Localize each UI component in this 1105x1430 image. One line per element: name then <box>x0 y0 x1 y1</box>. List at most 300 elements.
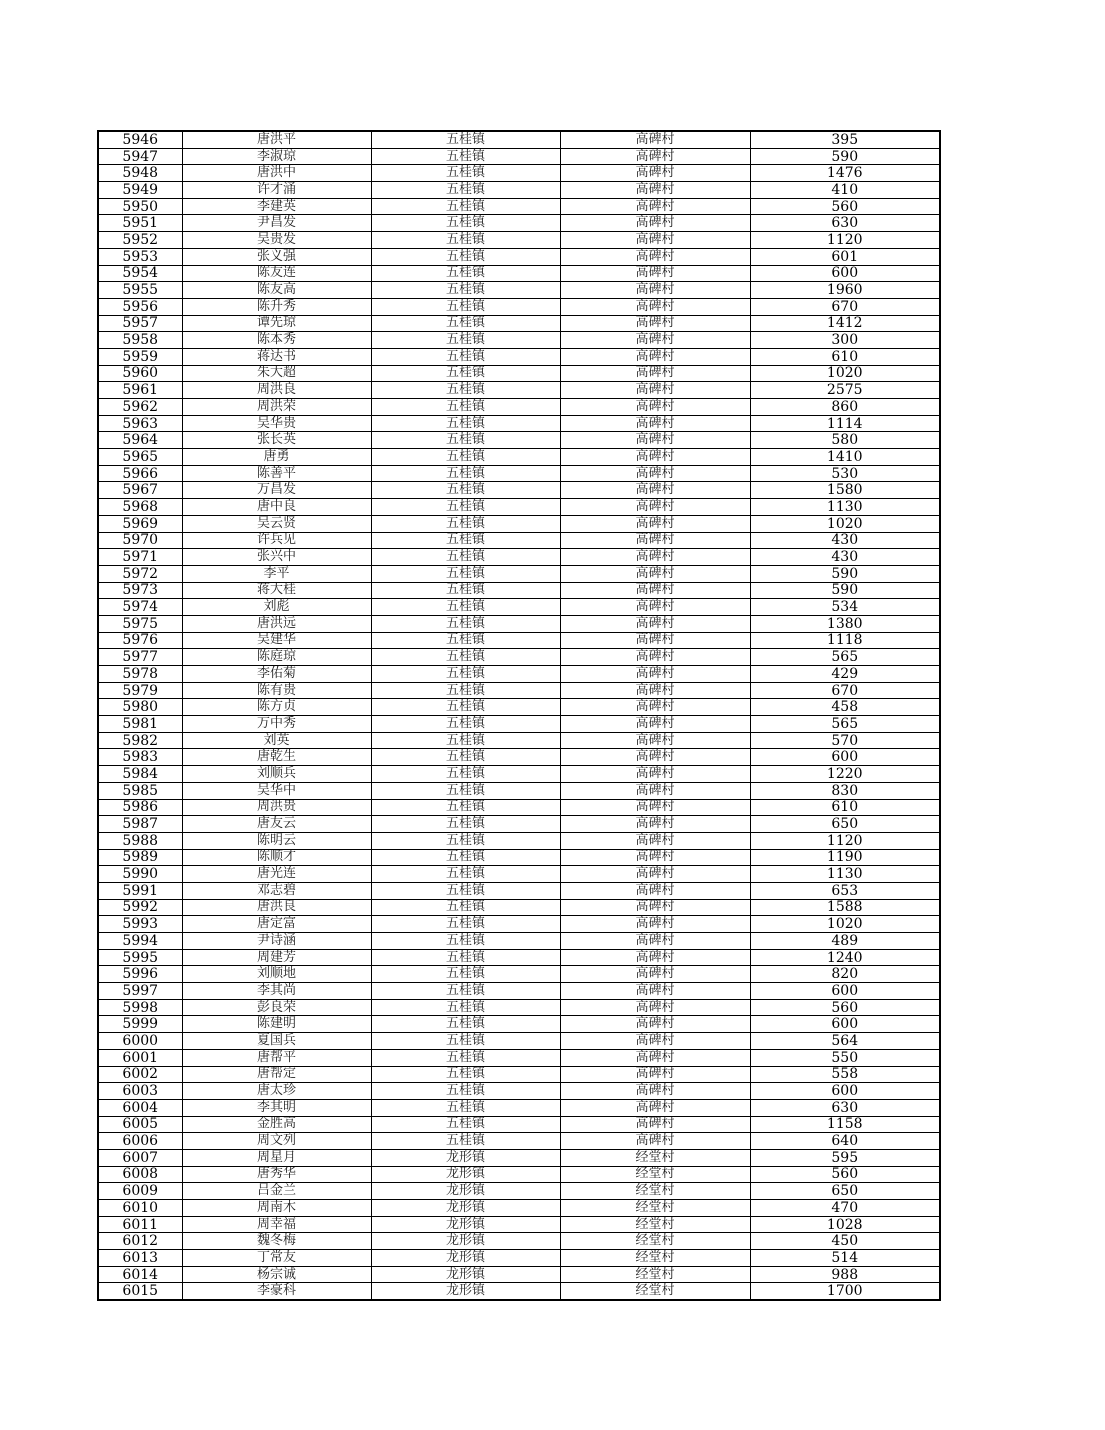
cell-town: 五桂镇 <box>371 849 560 866</box>
cell-name: 陈明云 <box>182 832 371 849</box>
cell-town: 五桂镇 <box>371 999 560 1016</box>
table-row <box>98 1133 940 1150</box>
cell-village: 高碑村 <box>560 198 750 215</box>
cell-name: 许兵见 <box>182 532 371 549</box>
cell-village: 高碑村 <box>560 565 750 582</box>
cell-town: 五桂镇 <box>371 933 560 950</box>
cell-serial-number: 5988 <box>98 832 182 849</box>
cell-town: 五桂镇 <box>371 215 560 232</box>
cell-village: 经堂村 <box>560 1183 750 1200</box>
table-row <box>98 649 940 666</box>
table-row <box>98 198 940 215</box>
cell-village: 经堂村 <box>560 1233 750 1250</box>
cell-name: 金胜高 <box>182 1116 371 1133</box>
cell-village: 高碑村 <box>560 615 750 632</box>
cell-amount: 860 <box>750 399 940 416</box>
cell-village: 高碑村 <box>560 882 750 899</box>
cell-village: 高碑村 <box>560 315 750 332</box>
cell-amount: 429 <box>750 666 940 683</box>
cell-name: 陈友高 <box>182 282 371 299</box>
cell-name: 唐洪平 <box>182 131 371 148</box>
cell-name: 刘英 <box>182 732 371 749</box>
cell-name: 吴贵发 <box>182 232 371 249</box>
table-row <box>98 582 940 599</box>
cell-amount: 1114 <box>750 415 940 432</box>
cell-amount: 1190 <box>750 849 940 866</box>
cell-amount: 550 <box>750 1049 940 1066</box>
cell-town: 五桂镇 <box>371 332 560 349</box>
cell-amount: 570 <box>750 732 940 749</box>
cell-serial-number: 5983 <box>98 749 182 766</box>
cell-village: 高碑村 <box>560 399 750 416</box>
cell-amount: 830 <box>750 782 940 799</box>
cell-village: 高碑村 <box>560 1133 750 1150</box>
cell-serial-number: 5973 <box>98 582 182 599</box>
cell-name: 陈本秀 <box>182 332 371 349</box>
cell-village: 高碑村 <box>560 999 750 1016</box>
cell-serial-number: 5997 <box>98 983 182 1000</box>
cell-village: 高碑村 <box>560 949 750 966</box>
cell-town: 五桂镇 <box>371 348 560 365</box>
cell-serial-number: 5976 <box>98 632 182 649</box>
data-table <box>97 130 941 1301</box>
cell-village: 高碑村 <box>560 866 750 883</box>
cell-serial-number: 6000 <box>98 1033 182 1050</box>
cell-town: 龙形镇 <box>371 1283 560 1300</box>
cell-name: 刘顺兵 <box>182 766 371 783</box>
cell-village: 高碑村 <box>560 298 750 315</box>
cell-name: 李平 <box>182 565 371 582</box>
cell-village: 高碑村 <box>560 666 750 683</box>
cell-village: 高碑村 <box>560 549 750 566</box>
cell-amount: 590 <box>750 582 940 599</box>
cell-amount: 670 <box>750 298 940 315</box>
cell-serial-number: 5982 <box>98 732 182 749</box>
table-row <box>98 1049 940 1066</box>
table-row <box>98 1099 940 1116</box>
cell-village: 高碑村 <box>560 582 750 599</box>
cell-amount: 1158 <box>750 1116 940 1133</box>
cell-town: 五桂镇 <box>371 365 560 382</box>
cell-town: 五桂镇 <box>371 732 560 749</box>
cell-amount: 600 <box>750 265 940 282</box>
cell-town: 龙形镇 <box>371 1250 560 1267</box>
cell-town: 五桂镇 <box>371 1033 560 1050</box>
cell-town: 五桂镇 <box>371 449 560 466</box>
cell-village: 高碑村 <box>560 599 750 616</box>
cell-serial-number: 5986 <box>98 799 182 816</box>
cell-serial-number: 5949 <box>98 182 182 199</box>
cell-village: 高碑村 <box>560 165 750 182</box>
cell-village: 高碑村 <box>560 899 750 916</box>
cell-town: 五桂镇 <box>371 682 560 699</box>
cell-serial-number: 5962 <box>98 399 182 416</box>
cell-name: 陈有贵 <box>182 682 371 699</box>
table-row <box>98 515 940 532</box>
cell-amount: 1020 <box>750 515 940 532</box>
cell-name: 周洪荣 <box>182 399 371 416</box>
cell-name: 周洪贵 <box>182 799 371 816</box>
table-row <box>98 248 940 265</box>
cell-town: 五桂镇 <box>371 782 560 799</box>
table-row <box>98 666 940 683</box>
cell-name: 唐洪良 <box>182 899 371 916</box>
cell-town: 五桂镇 <box>371 532 560 549</box>
table-row <box>98 1233 940 1250</box>
table-row <box>98 549 940 566</box>
cell-name: 许才涌 <box>182 182 371 199</box>
cell-serial-number: 6005 <box>98 1116 182 1133</box>
cell-serial-number: 5992 <box>98 899 182 916</box>
cell-serial-number: 5996 <box>98 966 182 983</box>
cell-town: 龙形镇 <box>371 1183 560 1200</box>
table-row <box>98 415 940 432</box>
cell-village: 经堂村 <box>560 1250 750 1267</box>
table-row <box>98 916 940 933</box>
cell-village: 经堂村 <box>560 1266 750 1283</box>
table-row <box>98 232 940 249</box>
cell-town: 五桂镇 <box>371 415 560 432</box>
cell-amount: 560 <box>750 1166 940 1183</box>
cell-village: 高碑村 <box>560 465 750 482</box>
table-row <box>98 1116 940 1133</box>
cell-serial-number: 6002 <box>98 1066 182 1083</box>
cell-name: 夏国兵 <box>182 1033 371 1050</box>
cell-village: 高碑村 <box>560 182 750 199</box>
table-row <box>98 131 940 148</box>
cell-town: 五桂镇 <box>371 165 560 182</box>
cell-town: 五桂镇 <box>371 1016 560 1033</box>
cell-village: 高碑村 <box>560 365 750 382</box>
cell-town: 五桂镇 <box>371 599 560 616</box>
cell-amount: 650 <box>750 1183 940 1200</box>
table-row <box>98 749 940 766</box>
cell-town: 龙形镇 <box>371 1266 560 1283</box>
table-row <box>98 1033 940 1050</box>
cell-name: 蒋达书 <box>182 348 371 365</box>
cell-amount: 1120 <box>750 232 940 249</box>
cell-serial-number: 5959 <box>98 348 182 365</box>
cell-amount: 988 <box>750 1266 940 1283</box>
cell-amount: 1476 <box>750 165 940 182</box>
cell-amount: 489 <box>750 933 940 950</box>
cell-name: 唐秀华 <box>182 1166 371 1183</box>
cell-amount: 410 <box>750 182 940 199</box>
cell-town: 五桂镇 <box>371 649 560 666</box>
table-row <box>98 282 940 299</box>
cell-serial-number: 5950 <box>98 198 182 215</box>
cell-village: 高碑村 <box>560 1033 750 1050</box>
cell-name: 万中秀 <box>182 716 371 733</box>
cell-serial-number: 6014 <box>98 1266 182 1283</box>
cell-serial-number: 5991 <box>98 882 182 899</box>
cell-name: 吕金兰 <box>182 1183 371 1200</box>
cell-village: 高碑村 <box>560 348 750 365</box>
cell-amount: 600 <box>750 1083 940 1100</box>
cell-village: 高碑村 <box>560 1083 750 1100</box>
cell-village: 经堂村 <box>560 1166 750 1183</box>
cell-town: 五桂镇 <box>371 248 560 265</box>
table-row <box>98 1200 940 1217</box>
cell-village: 高碑村 <box>560 1016 750 1033</box>
cell-serial-number: 5972 <box>98 565 182 582</box>
cell-serial-number: 5981 <box>98 716 182 733</box>
cell-name: 陈庭琼 <box>182 649 371 666</box>
cell-name: 唐中良 <box>182 499 371 516</box>
cell-town: 五桂镇 <box>371 816 560 833</box>
cell-serial-number: 5987 <box>98 816 182 833</box>
table-row <box>98 1183 940 1200</box>
table-row <box>98 382 940 399</box>
cell-town: 五桂镇 <box>371 949 560 966</box>
cell-village: 高碑村 <box>560 832 750 849</box>
cell-name: 唐友云 <box>182 816 371 833</box>
cell-name: 邓志碧 <box>182 882 371 899</box>
cell-town: 五桂镇 <box>371 232 560 249</box>
cell-town: 五桂镇 <box>371 582 560 599</box>
cell-amount: 2575 <box>750 382 940 399</box>
cell-serial-number: 5952 <box>98 232 182 249</box>
cell-serial-number: 5994 <box>98 933 182 950</box>
cell-serial-number: 5958 <box>98 332 182 349</box>
cell-serial-number: 5968 <box>98 499 182 516</box>
cell-village: 经堂村 <box>560 1200 750 1217</box>
cell-amount: 610 <box>750 348 940 365</box>
cell-village: 经堂村 <box>560 1149 750 1166</box>
cell-town: 五桂镇 <box>371 148 560 165</box>
cell-village: 高碑村 <box>560 1099 750 1116</box>
table-row <box>98 983 940 1000</box>
cell-name: 张兴中 <box>182 549 371 566</box>
cell-town: 五桂镇 <box>371 399 560 416</box>
cell-serial-number: 6006 <box>98 1133 182 1150</box>
cell-amount: 1580 <box>750 482 940 499</box>
cell-town: 五桂镇 <box>371 966 560 983</box>
table-row <box>98 165 940 182</box>
cell-town: 龙形镇 <box>371 1216 560 1233</box>
cell-name: 周星月 <box>182 1149 371 1166</box>
cell-amount: 640 <box>750 1133 940 1150</box>
cell-town: 五桂镇 <box>371 749 560 766</box>
cell-village: 高碑村 <box>560 248 750 265</box>
cell-serial-number: 5977 <box>98 649 182 666</box>
cell-name: 陈建明 <box>182 1016 371 1033</box>
cell-village: 高碑村 <box>560 933 750 950</box>
cell-serial-number: 5985 <box>98 782 182 799</box>
table-body <box>98 131 940 1300</box>
cell-amount: 1700 <box>750 1283 940 1300</box>
cell-amount: 1588 <box>750 899 940 916</box>
cell-amount: 514 <box>750 1250 940 1267</box>
table-row <box>98 365 940 382</box>
cell-amount: 300 <box>750 332 940 349</box>
cell-village: 高碑村 <box>560 632 750 649</box>
cell-serial-number: 6007 <box>98 1149 182 1166</box>
cell-serial-number: 5956 <box>98 298 182 315</box>
cell-name: 周南木 <box>182 1200 371 1217</box>
cell-name: 周幸福 <box>182 1216 371 1233</box>
cell-serial-number: 5957 <box>98 315 182 332</box>
cell-town: 龙形镇 <box>371 1233 560 1250</box>
cell-name: 吴华贵 <box>182 415 371 432</box>
cell-serial-number: 5960 <box>98 365 182 382</box>
table-row <box>98 699 940 716</box>
cell-serial-number: 5948 <box>98 165 182 182</box>
cell-town: 五桂镇 <box>371 432 560 449</box>
cell-serial-number: 5993 <box>98 916 182 933</box>
table-row <box>98 465 940 482</box>
cell-name: 唐洪远 <box>182 615 371 632</box>
cell-town: 五桂镇 <box>371 766 560 783</box>
table-row <box>98 615 940 632</box>
cell-name: 杨宗诚 <box>182 1266 371 1283</box>
cell-serial-number: 5947 <box>98 148 182 165</box>
table-row <box>98 799 940 816</box>
cell-amount: 1120 <box>750 832 940 849</box>
cell-name: 李建英 <box>182 198 371 215</box>
cell-amount: 600 <box>750 983 940 1000</box>
cell-name: 丁常友 <box>182 1250 371 1267</box>
cell-serial-number: 5954 <box>98 265 182 282</box>
cell-name: 李其明 <box>182 1099 371 1116</box>
cell-serial-number: 5965 <box>98 449 182 466</box>
cell-village: 高碑村 <box>560 1066 750 1083</box>
table-row <box>98 682 940 699</box>
cell-village: 高碑村 <box>560 966 750 983</box>
table-row <box>98 1083 940 1100</box>
cell-village: 高碑村 <box>560 916 750 933</box>
cell-village: 高碑村 <box>560 432 750 449</box>
cell-town: 五桂镇 <box>371 615 560 632</box>
cell-serial-number: 5995 <box>98 949 182 966</box>
table-row <box>98 1149 940 1166</box>
cell-town: 五桂镇 <box>371 882 560 899</box>
cell-name: 唐定富 <box>182 916 371 933</box>
cell-town: 五桂镇 <box>371 799 560 816</box>
cell-serial-number: 6008 <box>98 1166 182 1183</box>
cell-serial-number: 5978 <box>98 666 182 683</box>
cell-village: 高碑村 <box>560 983 750 1000</box>
cell-town: 五桂镇 <box>371 666 560 683</box>
cell-serial-number: 6004 <box>98 1099 182 1116</box>
table-row <box>98 332 940 349</box>
cell-name: 周文列 <box>182 1133 371 1150</box>
cell-name: 彭良荣 <box>182 999 371 1016</box>
table-row <box>98 816 940 833</box>
cell-village: 高碑村 <box>560 766 750 783</box>
cell-amount: 590 <box>750 148 940 165</box>
table-row <box>98 933 940 950</box>
cell-village: 经堂村 <box>560 1283 750 1300</box>
cell-serial-number: 6015 <box>98 1283 182 1300</box>
cell-village: 高碑村 <box>560 232 750 249</box>
cell-village: 高碑村 <box>560 1049 750 1066</box>
cell-name: 刘顺地 <box>182 966 371 983</box>
cell-name: 吴云贤 <box>182 515 371 532</box>
table-row <box>98 1216 940 1233</box>
cell-village: 高碑村 <box>560 782 750 799</box>
cell-amount: 450 <box>750 1233 940 1250</box>
cell-town: 五桂镇 <box>371 866 560 883</box>
cell-name: 周建芳 <box>182 949 371 966</box>
cell-serial-number: 5955 <box>98 282 182 299</box>
table-row <box>98 966 940 983</box>
cell-name: 李豪科 <box>182 1283 371 1300</box>
table-row <box>98 432 940 449</box>
table-row <box>98 215 940 232</box>
cell-amount: 630 <box>750 1099 940 1116</box>
table-row <box>98 999 940 1016</box>
cell-amount: 1412 <box>750 315 940 332</box>
table-row <box>98 499 940 516</box>
cell-town: 五桂镇 <box>371 699 560 716</box>
cell-town: 五桂镇 <box>371 465 560 482</box>
cell-amount: 470 <box>750 1200 940 1217</box>
cell-town: 五桂镇 <box>371 983 560 1000</box>
cell-town: 五桂镇 <box>371 1066 560 1083</box>
cell-serial-number: 5979 <box>98 682 182 699</box>
table-row <box>98 565 940 582</box>
cell-name: 唐乾生 <box>182 749 371 766</box>
table-row <box>98 532 940 549</box>
cell-town: 五桂镇 <box>371 382 560 399</box>
cell-amount: 530 <box>750 465 940 482</box>
cell-serial-number: 6013 <box>98 1250 182 1267</box>
cell-village: 高碑村 <box>560 482 750 499</box>
cell-amount: 601 <box>750 248 940 265</box>
table-row <box>98 732 940 749</box>
cell-name: 张长英 <box>182 432 371 449</box>
cell-name: 万昌发 <box>182 482 371 499</box>
cell-amount: 430 <box>750 532 940 549</box>
cell-town: 五桂镇 <box>371 198 560 215</box>
table-row <box>98 716 940 733</box>
cell-amount: 600 <box>750 749 940 766</box>
cell-name: 唐帮平 <box>182 1049 371 1066</box>
table-row <box>98 265 940 282</box>
cell-name: 唐太珍 <box>182 1083 371 1100</box>
cell-name: 唐光连 <box>182 866 371 883</box>
table-row <box>98 482 940 499</box>
cell-town: 五桂镇 <box>371 632 560 649</box>
cell-amount: 580 <box>750 432 940 449</box>
cell-amount: 430 <box>750 549 940 566</box>
cell-amount: 1410 <box>750 449 940 466</box>
cell-name: 张义强 <box>182 248 371 265</box>
table-row <box>98 849 940 866</box>
cell-town: 五桂镇 <box>371 131 560 148</box>
cell-name: 李佑菊 <box>182 666 371 683</box>
cell-name: 陈善平 <box>182 465 371 482</box>
cell-name: 蒋大桂 <box>182 582 371 599</box>
cell-serial-number: 5951 <box>98 215 182 232</box>
cell-village: 高碑村 <box>560 732 750 749</box>
table-row <box>98 148 940 165</box>
cell-village: 高碑村 <box>560 699 750 716</box>
cell-town: 五桂镇 <box>371 1133 560 1150</box>
cell-village: 高碑村 <box>560 265 750 282</box>
cell-amount: 1118 <box>750 632 940 649</box>
cell-village: 高碑村 <box>560 532 750 549</box>
cell-amount: 1130 <box>750 866 940 883</box>
cell-town: 五桂镇 <box>371 716 560 733</box>
cell-amount: 565 <box>750 716 940 733</box>
cell-amount: 1380 <box>750 615 940 632</box>
cell-name: 魏冬梅 <box>182 1233 371 1250</box>
cell-serial-number: 5999 <box>98 1016 182 1033</box>
cell-serial-number: 5969 <box>98 515 182 532</box>
table-row <box>98 766 940 783</box>
